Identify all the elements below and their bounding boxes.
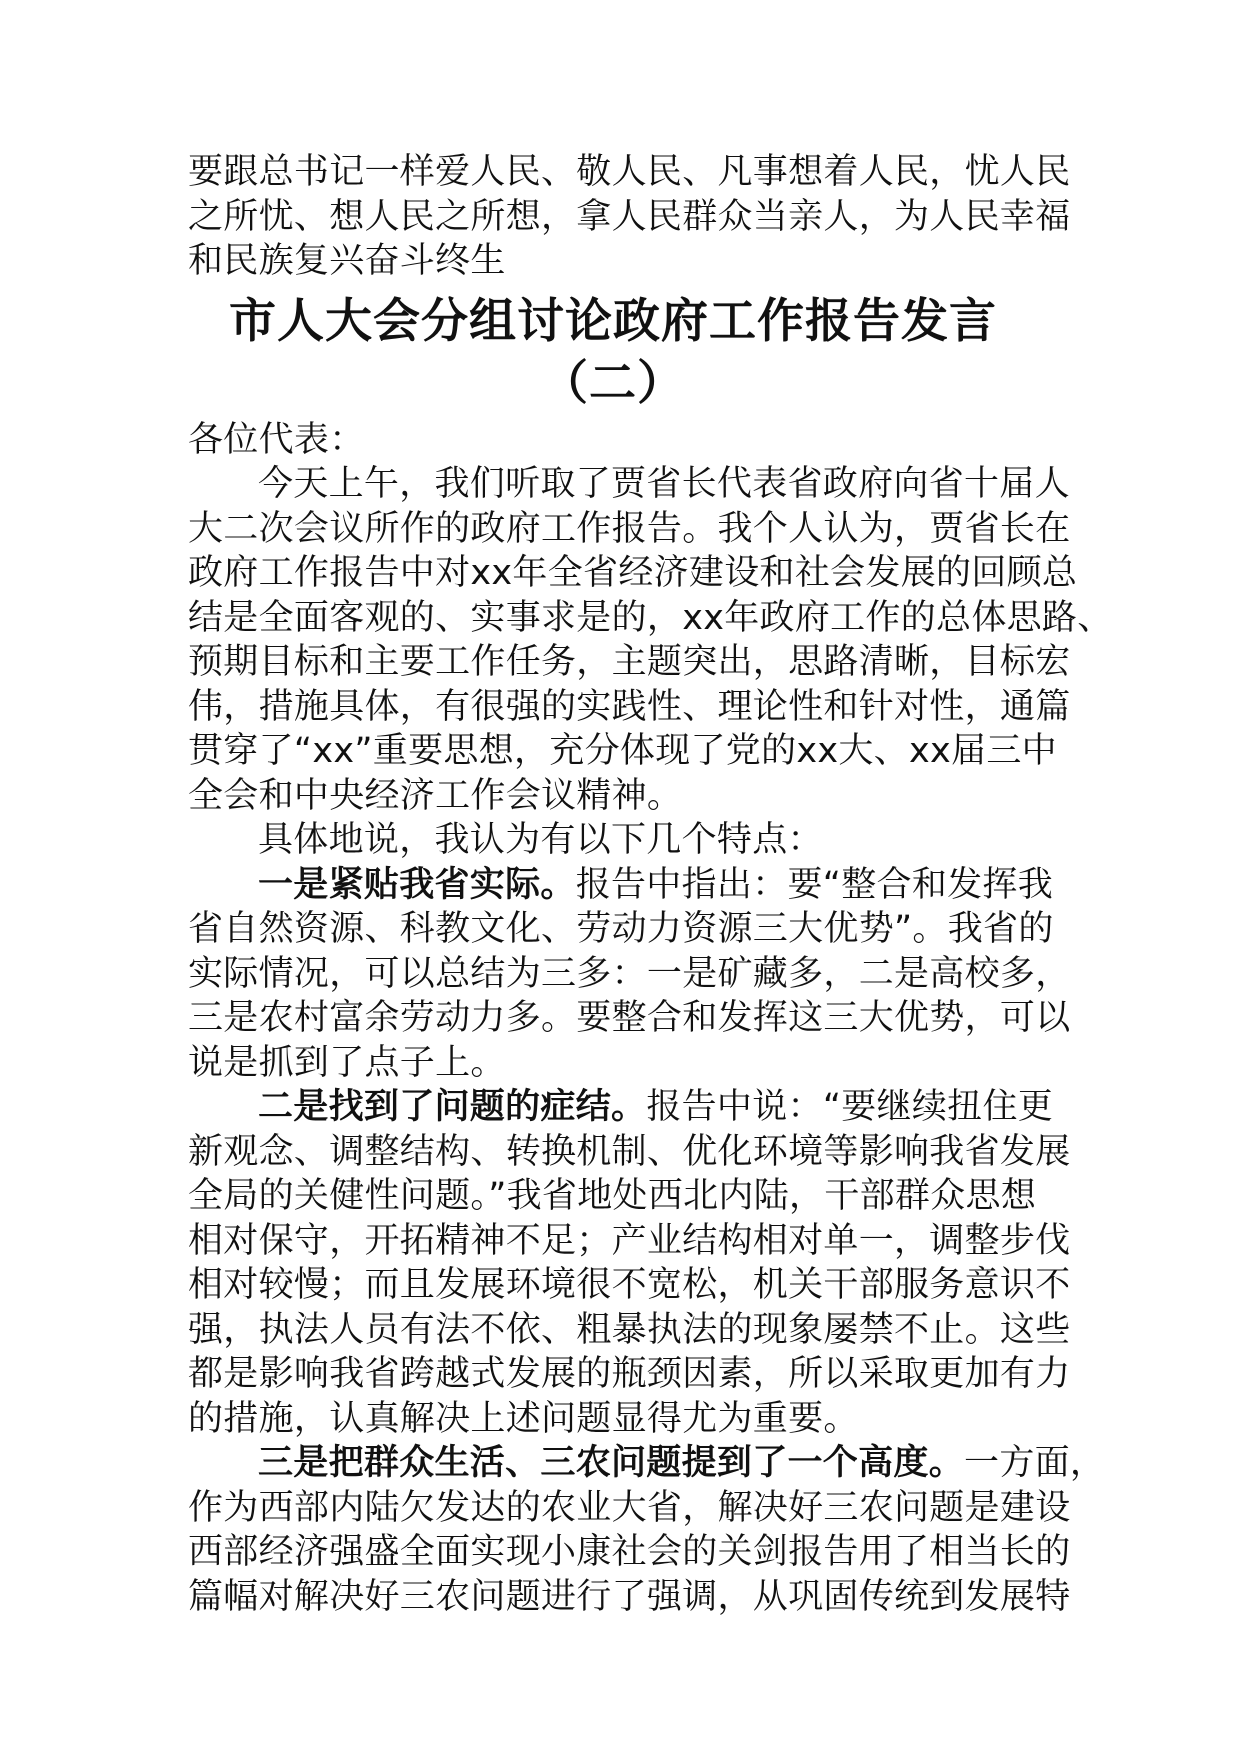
text-line: 作为西部内陆欠发达的农业大省，解决好三农问题是建设 — [188, 1487, 1071, 1528]
text-line: 结是全面客观的、实事求是的，xx年政府工作的总体思路、 — [188, 597, 1113, 638]
text-line: 和民族复兴奋斗终生 — [188, 241, 506, 281]
paragraph-point-three — [188, 1441, 1106, 1619]
text-line: 说是抓到了点子上。 — [188, 1042, 506, 1083]
intro-paragraph — [188, 150, 1071, 284]
text-line: 伟，措施具体，有很强的实践性、理论性和针对性，通篇 — [188, 686, 1071, 727]
text-line — [188, 863, 1068, 908]
text-line: 大二次会议所作的政府工作报告。我个人认为，贾省长在 — [188, 508, 1071, 549]
text-line: 实际情况，可以总结为三多：一是矿藏多，二是高校多， — [188, 953, 1071, 994]
text-line — [188, 1085, 1068, 1130]
text-line: 相对保守，开拓精神不足；产业结构相对单一，调整步伐 — [188, 1220, 1071, 1261]
text-run: 一方面， — [964, 1443, 1106, 1483]
text-line: 相对较慢；而且发展环境很不宽松，机关干部服务意识不 — [188, 1265, 1071, 1305]
text-line: 省自然资源、科教文化、劳动力资源三大优势”。我省的 — [188, 909, 1054, 949]
text-line: 篇幅对解决好三农问题进行了强调，从巩固传统到发展特 — [188, 1576, 1071, 1617]
text-line: 新观念、调整结构、转换机制、优化环境等影响我省发展 — [188, 1131, 1071, 1172]
text-line: 的措施，认真解决上述问题显得尤为重要。 — [188, 1398, 859, 1439]
title-subtitle: （二） — [541, 355, 685, 411]
text-line: 政府工作报告中对xx年全省经济建设和社会发展的回顾总 — [188, 553, 1078, 593]
document-title — [188, 292, 1068, 416]
text-line: 贯穿了“xx”重要思想，充分体现了党的xx大、xx届三中 — [188, 731, 1057, 771]
point-heading: 一是紧贴我省实际。 — [258, 864, 576, 905]
text-line: 要跟总书记一样爱人民、敬人民、凡事想着人民，忧人民 — [188, 152, 1071, 192]
paragraph-point-two — [188, 1085, 1071, 1441]
point-heading: 二是找到了问题的症结。 — [258, 1087, 647, 1127]
paragraph-features-intro: 具体地说，我认为有以下几个特点： — [258, 820, 823, 860]
text-line: 全会和中央经济工作会议精神。 — [188, 775, 683, 816]
point-heading: 三是把群众生活、三农问题提到了一个高度。 — [258, 1443, 965, 1483]
text-run: 报告中说：“要继续扭住更 — [646, 1087, 1054, 1127]
title-line: 市人大会分组讨论政府工作报告发言 — [229, 293, 997, 349]
text-run: 报告中指出：要“整合和发挥我 — [575, 864, 1054, 905]
text-line — [188, 1441, 1106, 1486]
text-line: 都是影响我省跨越式发展的瓶颈因素，所以采取更加有力 — [188, 1354, 1071, 1394]
paragraph-opening — [188, 462, 1113, 818]
text-line: 今天上午，我们听取了贾省长代表省政府向省十届人 — [258, 464, 1070, 504]
text-line: 预期目标和主要工作任务，主题突出，思路清晰，目标宏 — [188, 642, 1071, 682]
text-line: 之所忧、想人民之所想，拿人民群众当亲人，为人民幸福 — [188, 196, 1071, 237]
text-line: 三是农村富余劳动力多。要整合和发挥这三大优势，可以 — [188, 998, 1071, 1038]
text-line: 全局的关健性问题。”我省地处西北内陆，干部群众思想 — [188, 1176, 1037, 1216]
text-line: 强，执法人员有法不依、粗暴执法的现象屡禁不止。这些 — [188, 1309, 1071, 1350]
paragraph-point-one — [188, 863, 1071, 1086]
salutation: 各位代表： — [188, 419, 365, 460]
document-page — [188, 150, 1113, 1619]
text-line: 西部经济强盛全面实现小康社会的关剑报告用了相当长的 — [188, 1532, 1071, 1572]
